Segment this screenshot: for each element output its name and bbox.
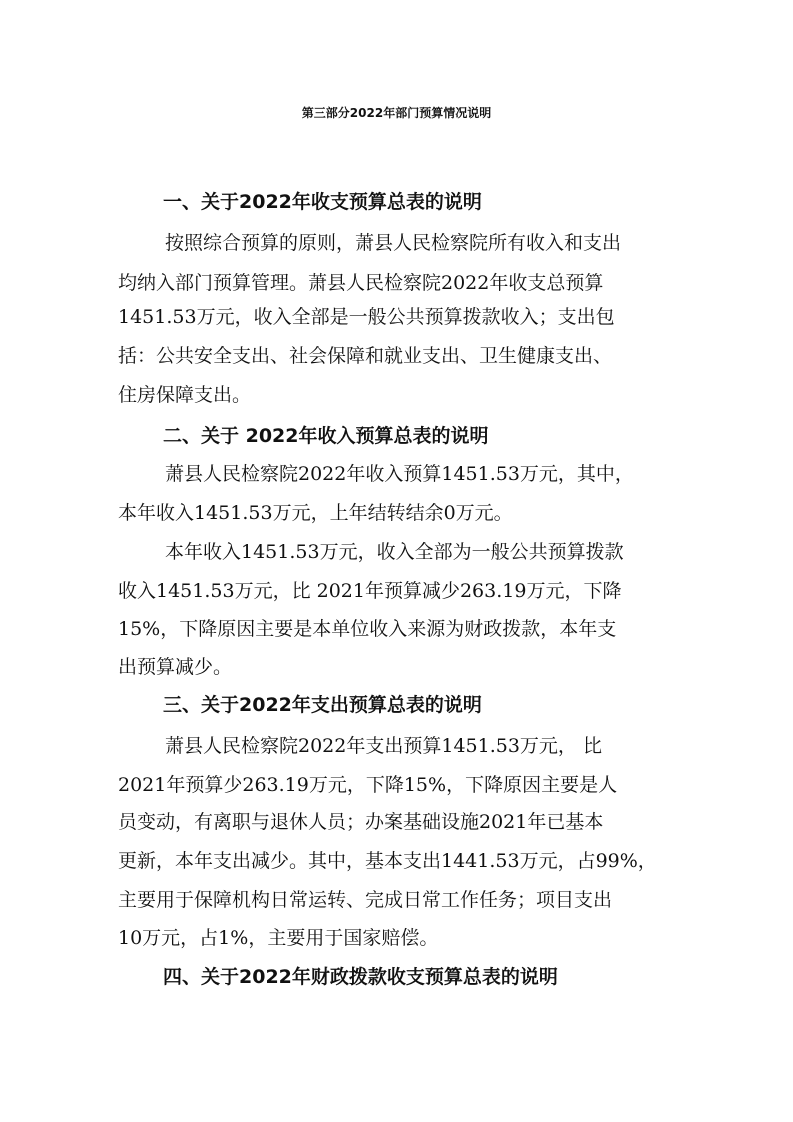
section-1-heading: 一、关于2022年收支预算总表的说明 — [163, 191, 482, 213]
section-2-heading: 二、关于 2022年收入预算总表的说明 — [163, 425, 489, 447]
section-2-line-6: 出预算减少。 — [118, 656, 233, 678]
section-1-line-5: 住房保障支出。 — [118, 384, 252, 406]
section-1-line-4: 括：公共安全支出、社会保障和就业支出、卫生健康支出、 — [118, 345, 613, 367]
section-1-line-1: 按照综合预算的原则，萧县人民检察院所有收入和支出 — [165, 232, 622, 254]
section-1-line-2: 均纳入部门预算管理。萧县人民检察院2022年收支总预算 — [118, 272, 604, 294]
section-3-line-5: 主要用于保障机构日常运转、完成日常工作任务；项目支出 — [118, 889, 613, 911]
section-3-line-4: 更新，本年支出减少。其中，基本支出1441.53万元，占99%， — [118, 850, 657, 872]
section-3-heading: 三、关于2022年支出预算总表的说明 — [163, 694, 482, 716]
section-4-heading: 四、关于2022年财政拨款收支预算总表的说明 — [163, 966, 558, 988]
section-2-line-1: 萧县人民检察院2022年收入预算1451.53万元，其中， — [165, 463, 634, 485]
section-3-line-1: 萧县人民检察院2022年支出预算1451.53万元， 比 — [165, 735, 602, 757]
section-1-line-3: 1451.53万元，收入全部是一般公共预算拨款收入；支出包 — [118, 306, 615, 328]
section-2-line-4: 收入1451.53万元，比 2021年预算减少263.19万元，下降 — [118, 580, 622, 602]
section-2-line-2: 本年收入1451.53万元，上年结转结余0万元。 — [118, 502, 513, 524]
section-2-line-5: 15%，下降原因主要是本单位收入来源为财政拨款，本年支 — [118, 618, 617, 640]
section-3-line-2: 2021年预算少263.19万元，下降15%，下降原因主要是人 — [118, 774, 618, 796]
section-3-line-3: 员变动，有离职与退休人员；办案基础设施2021年已基本 — [118, 811, 604, 833]
section-3-line-6: 10万元，占1%，主要用于国家赔偿。 — [118, 927, 439, 949]
section-2-line-3: 本年收入1451.53万元，收入全部为一般公共预算拨款 — [165, 541, 624, 563]
page-title: 第三部分2022年部门预算情况说明 — [301, 106, 492, 120]
